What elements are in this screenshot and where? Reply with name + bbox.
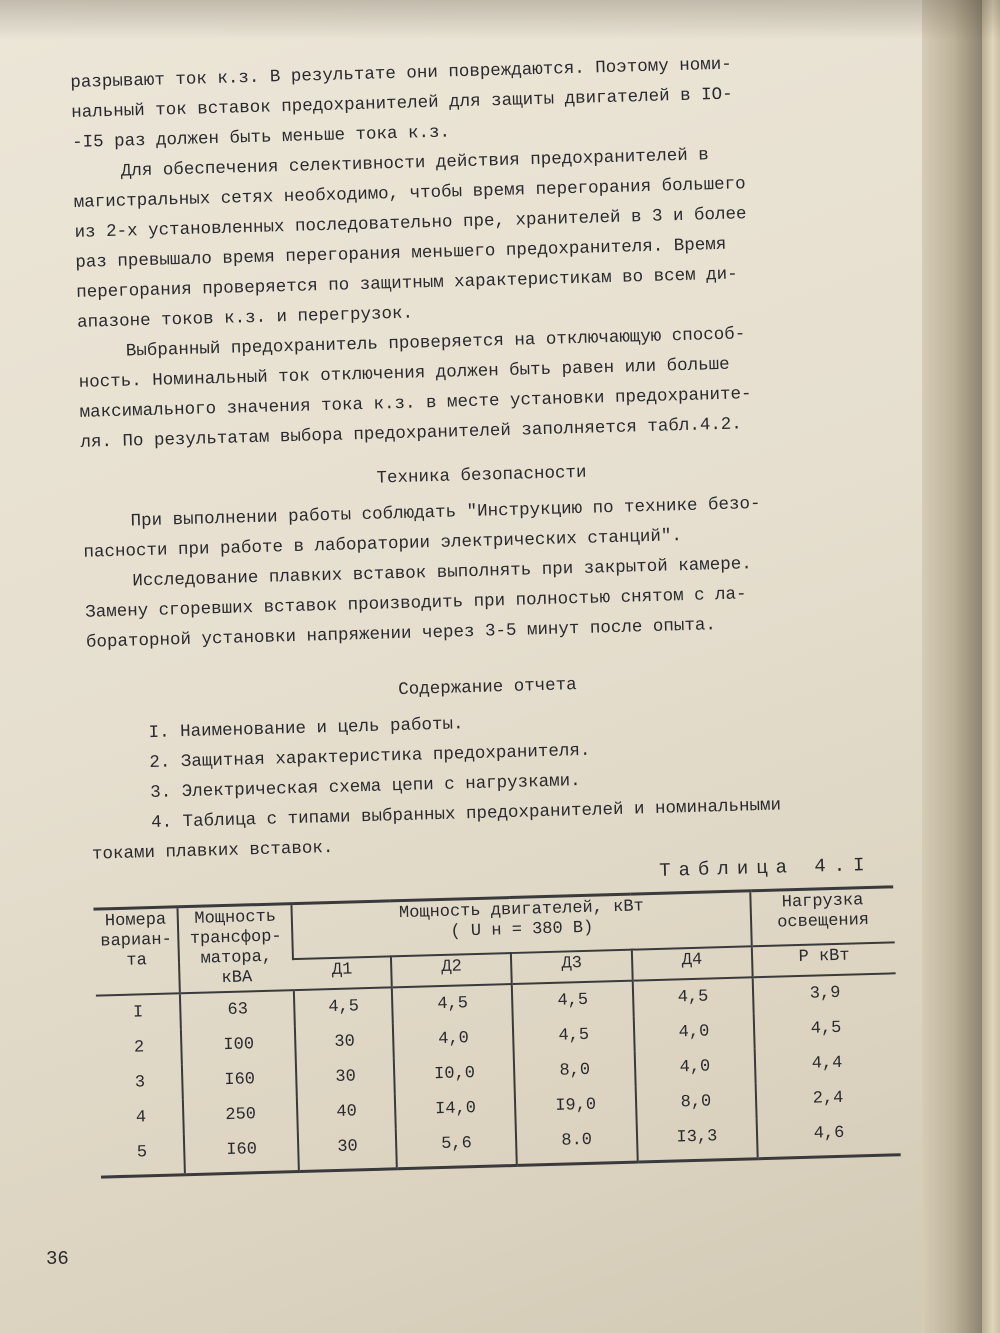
header-transformer: Мощность трансфор-матора, кВА (178, 904, 294, 994)
table-cell: 4,5 (392, 984, 513, 1023)
table-cell: 250 (183, 1096, 298, 1134)
report-list (88, 697, 892, 869)
text-line: Выбранный предохранитель проверяется на отключающую способ- (125, 324, 746, 362)
table-cell: I60 (184, 1131, 299, 1175)
text-line: ность. Номинальный ток отключения должен быть равен или больше (78, 354, 730, 393)
report-heading: Содержание отчета (397, 675, 577, 701)
table-cell: 2 (133, 1038, 145, 1058)
header-variant: Номера вариан-та (93, 907, 180, 996)
table-cell: 3,9 (753, 973, 897, 1013)
table-cell: 5,6 (396, 1125, 517, 1169)
header-lighting: Нагрузка освещения (750, 887, 894, 946)
text-line: -I5 раз должен быть меньше тока к.з. (71, 122, 451, 153)
text-line: бораторной установки напряжении через 3-5 минут после опыта. (85, 615, 717, 653)
page-number: 36 (46, 1248, 69, 1270)
table-cell: I (132, 1003, 144, 1023)
text-line: пасности при работе в лаборатории электрических станций". (83, 526, 683, 563)
table-cell: 2,4 (756, 1079, 900, 1118)
text-line: ля. По результатам выбора предохранителей заполняется табл.4.2. (80, 414, 743, 453)
page-content (70, 46, 901, 1179)
table-cell: 30 (298, 1128, 397, 1171)
table-cell: 4,0 (633, 1013, 754, 1051)
top-shadow (0, 0, 1000, 40)
text-line: перегорания проверяется по защитным характеристикам во всем ди- (76, 264, 738, 303)
paragraph-2 (73, 136, 878, 338)
list-item: 4. Таблица с типами выбранных предохранителей и номинальными (150, 795, 782, 834)
table-cell: I60 (182, 1061, 297, 1099)
list-item: 3. Электрическая схема цепи с нагрузками. (149, 771, 581, 804)
text-line: максимального значения тока к.з. в месте установки предохраните- (79, 384, 752, 423)
text-line: апазоне токов к.з. и перегрузок. (76, 303, 414, 333)
table-title: Таблица 4.I (658, 853, 873, 882)
table-cell: I3,3 (636, 1118, 757, 1162)
data-table (93, 885, 900, 1178)
text-line: магистральных сетях необходимо, чтобы время перегорания большего (73, 174, 746, 213)
header-d2: Д2 (391, 953, 512, 987)
header-p: Р кВт (752, 942, 896, 977)
table-cell: 5 (100, 1134, 186, 1177)
table-cell: 4 (135, 1108, 147, 1128)
text-line: Замену сгоревших вставок производить при полностью снятом с ла- (84, 584, 747, 623)
table-cell: I9,0 (515, 1087, 636, 1125)
table-cell: 4,5 (754, 1009, 898, 1048)
table-cell: I4,0 (395, 1090, 516, 1128)
header-d1: Д1 (293, 956, 392, 990)
table-cell: 3 (134, 1073, 146, 1093)
header-motors-label: Мощность двигателей, кВт (398, 897, 645, 924)
list-item: 2. Защитная характеристика предохранителя. (149, 740, 591, 774)
table-cell: 8,0 (635, 1083, 756, 1121)
text-line: Для обеспечения селективности действия предохранителей в (120, 145, 710, 182)
paragraph-3 (78, 316, 881, 458)
header-d3: Д3 (511, 950, 632, 984)
table-cell: 4,4 (755, 1044, 899, 1083)
list-item-continuation: токами плавких вставок. (91, 837, 334, 865)
table-cell: 40 (297, 1093, 396, 1131)
table-cell: 4,5 (632, 977, 753, 1016)
table-cell: 4,0 (634, 1048, 755, 1086)
table-cell: 4,5 (512, 981, 633, 1020)
text-line: разрывают ток к.з. В результате они повреждаются. Поэтому номи- (70, 54, 733, 93)
table-cell: I0,0 (394, 1055, 515, 1093)
table-cell: 4,5 (294, 987, 393, 1026)
table-cell: 4,0 (393, 1020, 514, 1058)
table-cell: 63 (180, 990, 295, 1029)
table-cell: 8,0 (514, 1052, 635, 1090)
text-line: раз превышало время перегорания меньшего предохранителя. Время (75, 234, 727, 273)
text-line: нальный ток вставок предохранителей для защиты двигателей в IO- (70, 84, 733, 123)
table-cell: 30 (295, 1023, 394, 1061)
header-motors-voltage: ( U н = 380 В) (450, 918, 594, 942)
table-cell: 30 (296, 1058, 395, 1096)
text-line: из 2-х установленных последовательно пре, хранителей в 3 и более (74, 204, 747, 243)
safety-heading: Техника безопасности (376, 462, 587, 489)
text-line: При выполнении работы соблюдать "Инструкцию по технике безо- (130, 493, 761, 532)
next-page-edge (982, 0, 1000, 1333)
list-item: I. Наименование и цель работы. (148, 714, 464, 744)
table-cell: 4,5 (513, 1017, 634, 1055)
table-cell: 8.0 (516, 1122, 637, 1166)
table-cell: I00 (181, 1026, 296, 1064)
table-cell: 4,6 (757, 1114, 901, 1158)
header-d4: Д4 (632, 946, 753, 980)
text-line: Исследование плавких вставок выполнять при закрытой камере. (132, 554, 753, 592)
